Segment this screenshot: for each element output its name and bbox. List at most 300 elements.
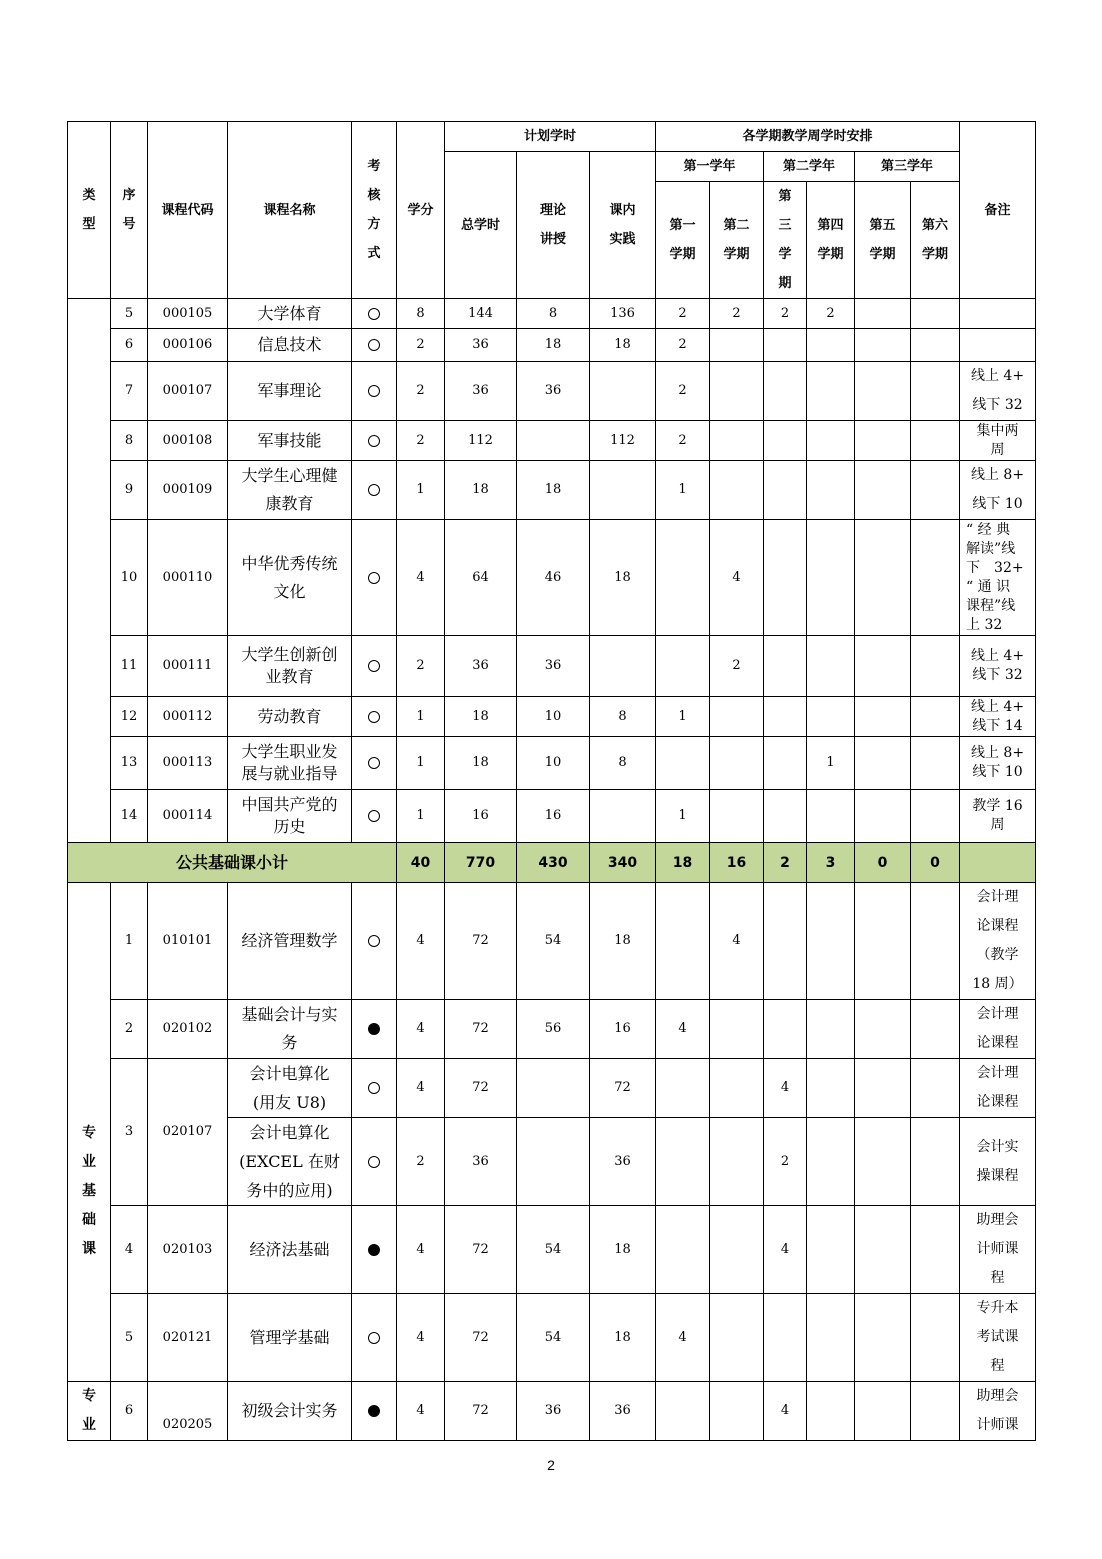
- total-hours-cell: 36: [445, 636, 517, 697]
- exam-method-cell: [352, 1118, 397, 1206]
- table-row: [68, 697, 1036, 737]
- table-row: [68, 1206, 1036, 1294]
- exam-method-cell: [352, 1000, 397, 1059]
- subtotal-total: 770: [445, 843, 517, 883]
- exam-method-cell: [352, 299, 397, 329]
- theory-hours-cell: 10: [517, 697, 590, 737]
- semester-3-cell: 4: [764, 1206, 807, 1294]
- credit-cell: 4: [397, 1000, 445, 1059]
- course-name-cell: 大学生创新创 业教育: [228, 636, 352, 697]
- practice-hours-cell: [590, 790, 656, 843]
- semester-1-cell: 2: [656, 362, 710, 421]
- semester-4-cell: [807, 1294, 855, 1382]
- semester-6-cell: [911, 636, 960, 697]
- semester-1-cell: [656, 1118, 710, 1206]
- semester-2-cell: 4: [710, 883, 764, 1000]
- semester-4-cell: [807, 362, 855, 421]
- header-seq: 序 号: [111, 122, 148, 299]
- course-code-cell: 020103: [148, 1206, 228, 1294]
- table-row: [68, 299, 1036, 329]
- semester-4-cell: [807, 697, 855, 737]
- open-circle-icon: [368, 757, 380, 769]
- subtotal-theory: 430: [517, 843, 590, 883]
- course-name-cell: 中国共产党的 历史: [228, 790, 352, 843]
- exam-method-cell: [352, 421, 397, 461]
- seq-cell: 4: [111, 1206, 148, 1294]
- theory-hours-cell: [517, 421, 590, 461]
- total-hours-cell: 72: [445, 1294, 517, 1382]
- exam-method-cell: [352, 1059, 397, 1118]
- credit-cell: 2: [397, 636, 445, 697]
- semester-5-cell: [855, 636, 911, 697]
- practice-hours-cell: 18: [590, 883, 656, 1000]
- semester-4-cell: [807, 1206, 855, 1294]
- seq-cell: 7: [111, 362, 148, 421]
- semester-3-cell: 2: [764, 299, 807, 329]
- semester-2-cell: [710, 790, 764, 843]
- subtotal-credit: 40: [397, 843, 445, 883]
- semester-2-cell: [710, 1382, 764, 1441]
- seq-cell: 13: [111, 737, 148, 790]
- theory-hours-cell: 54: [517, 1294, 590, 1382]
- table-row: [68, 329, 1036, 362]
- subtotal-s1: 18: [656, 843, 710, 883]
- semester-3-cell: [764, 362, 807, 421]
- header-year3: 第三学年: [855, 152, 960, 182]
- semester-5-cell: [855, 883, 911, 1000]
- semester-5-cell: [855, 1206, 911, 1294]
- theory-hours-cell: 54: [517, 1206, 590, 1294]
- course-code-cell: 020121: [148, 1294, 228, 1382]
- semester-1-cell: 2: [656, 299, 710, 329]
- semester-1-cell: 2: [656, 421, 710, 461]
- total-hours-cell: 18: [445, 697, 517, 737]
- total-hours-cell: 36: [445, 1118, 517, 1206]
- semester-4-cell: 2: [807, 299, 855, 329]
- course-name-cell: 经济管理数学: [228, 883, 352, 1000]
- semester-1-cell: 2: [656, 329, 710, 362]
- header-theory: 理论 讲授: [517, 152, 590, 299]
- practice-hours-cell: [590, 636, 656, 697]
- theory-hours-cell: 46: [517, 520, 590, 636]
- semester-6-cell: [911, 737, 960, 790]
- exam-method-cell: [352, 1294, 397, 1382]
- open-circle-icon: [368, 660, 380, 672]
- theory-hours-cell: 36: [517, 636, 590, 697]
- subtotal-s4: 3: [807, 843, 855, 883]
- header-total-hours: 总学时: [445, 152, 517, 299]
- credit-cell: 4: [397, 520, 445, 636]
- table-row: [68, 1000, 1036, 1059]
- exam-method-cell: [352, 883, 397, 1000]
- filled-circle-icon: [368, 1023, 380, 1035]
- practice-hours-cell: 16: [590, 1000, 656, 1059]
- course-name-cell: 会计电算化 (用友 U8): [228, 1059, 352, 1118]
- practice-hours-cell: 36: [590, 1382, 656, 1441]
- semester-5-cell: [855, 790, 911, 843]
- seq-cell: 12: [111, 697, 148, 737]
- theory-hours-cell: 54: [517, 883, 590, 1000]
- semester-4-cell: [807, 1118, 855, 1206]
- semester-4-cell: [807, 1059, 855, 1118]
- semester-6-cell: [911, 1294, 960, 1382]
- course-name-cell: 大学体育: [228, 299, 352, 329]
- open-circle-icon: [368, 1156, 380, 1168]
- semester-2-cell: [710, 421, 764, 461]
- course-code-cell: 010101: [148, 883, 228, 1000]
- open-circle-icon: [368, 1082, 380, 1094]
- semester-4-cell: [807, 1000, 855, 1059]
- exam-method-cell: [352, 790, 397, 843]
- open-circle-icon: [368, 308, 380, 320]
- semester-5-cell: [855, 1059, 911, 1118]
- header-semester-arrangement: 各学期教学周学时安排: [656, 122, 960, 152]
- course-code-cell: 000111: [148, 636, 228, 697]
- course-code-cell: 020102: [148, 1000, 228, 1059]
- semester-1-cell: 4: [656, 1294, 710, 1382]
- practice-hours-cell: 8: [590, 737, 656, 790]
- semester-4-cell: [807, 883, 855, 1000]
- semester-2-cell: [710, 697, 764, 737]
- header-exam: 考 核 方 式: [352, 122, 397, 299]
- semester-6-cell: [911, 520, 960, 636]
- course-code-cell: 000110: [148, 520, 228, 636]
- table-row: [68, 883, 1036, 1000]
- semester-2-cell: [710, 1118, 764, 1206]
- credit-cell: 2: [397, 329, 445, 362]
- header-credit: 学分: [397, 122, 445, 299]
- semester-3-cell: 4: [764, 1382, 807, 1441]
- seq-cell: 10: [111, 520, 148, 636]
- semester-4-cell: 1: [807, 737, 855, 790]
- semester-5-cell: [855, 697, 911, 737]
- seq-cell: 2: [111, 1000, 148, 1059]
- remark-cell: 会计实 操课程: [960, 1118, 1036, 1206]
- semester-6-cell: [911, 697, 960, 737]
- header-sem5: 第五 学期: [855, 182, 911, 299]
- exam-method-cell: [352, 362, 397, 421]
- remark-cell: “ 经 典 解读”线 下 32+ “ 通 识 课程”线 上 32: [960, 520, 1036, 636]
- semester-1-cell: [656, 1206, 710, 1294]
- course-code-cell: 000105: [148, 299, 228, 329]
- credit-cell: 2: [397, 421, 445, 461]
- practice-hours-cell: 136: [590, 299, 656, 329]
- semester-1-cell: [656, 636, 710, 697]
- exam-method-cell: [352, 461, 397, 520]
- semester-3-cell: [764, 421, 807, 461]
- course-code-cell: 000108: [148, 421, 228, 461]
- practice-hours-cell: 36: [590, 1118, 656, 1206]
- header-sem1: 第一 学期: [656, 182, 710, 299]
- semester-2-cell: 4: [710, 520, 764, 636]
- table-row: [68, 1382, 1036, 1441]
- subtotal-s3: 2: [764, 843, 807, 883]
- open-circle-icon: [368, 810, 380, 822]
- credit-cell: 4: [397, 1294, 445, 1382]
- header-sem4: 第四 学期: [807, 182, 855, 299]
- exam-method-cell: [352, 636, 397, 697]
- open-circle-icon: [368, 572, 380, 584]
- course-name-cell: 会计电算化 (EXCEL 在财 务中的应用): [228, 1118, 352, 1206]
- total-hours-cell: 64: [445, 520, 517, 636]
- open-circle-icon: [368, 711, 380, 723]
- seq-cell: 8: [111, 421, 148, 461]
- header-sem3: 第 三 学 期: [764, 182, 807, 299]
- semester-2-cell: [710, 1206, 764, 1294]
- header-type: 类 型: [68, 122, 111, 299]
- table-row: [68, 362, 1036, 421]
- header-remark: 备注: [960, 122, 1036, 299]
- semester-1-cell: 1: [656, 790, 710, 843]
- practice-hours-cell: 18: [590, 1206, 656, 1294]
- semester-1-cell: [656, 1382, 710, 1441]
- credit-cell: 2: [397, 362, 445, 421]
- subtotal-s5: 0: [855, 843, 911, 883]
- semester-3-cell: 4: [764, 1059, 807, 1118]
- theory-hours-cell: 18: [517, 461, 590, 520]
- semester-4-cell: [807, 329, 855, 362]
- semester-1-cell: [656, 737, 710, 790]
- seq-cell: 11: [111, 636, 148, 697]
- semester-2-cell: [710, 1294, 764, 1382]
- semester-5-cell: [855, 299, 911, 329]
- course-code-cell: 020107: [148, 1059, 228, 1206]
- practice-hours-cell: 18: [590, 329, 656, 362]
- course-name-cell: 信息技术: [228, 329, 352, 362]
- semester-2-cell: 2: [710, 299, 764, 329]
- open-circle-icon: [368, 385, 380, 397]
- practice-hours-cell: 8: [590, 697, 656, 737]
- semester-2-cell: [710, 1000, 764, 1059]
- semester-6-cell: [911, 461, 960, 520]
- course-code-cell: 000114: [148, 790, 228, 843]
- course-code-cell: 000106: [148, 329, 228, 362]
- semester-2-cell: [710, 1059, 764, 1118]
- credit-cell: 4: [397, 1059, 445, 1118]
- theory-hours-cell: 8: [517, 299, 590, 329]
- total-hours-cell: 36: [445, 362, 517, 421]
- semester-3-cell: [764, 636, 807, 697]
- exam-method-cell: [352, 1206, 397, 1294]
- theory-hours-cell: [517, 1059, 590, 1118]
- remark-cell: [960, 329, 1036, 362]
- semester-5-cell: [855, 461, 911, 520]
- semester-5-cell: [855, 421, 911, 461]
- header-practice: 课内 实践: [590, 152, 656, 299]
- semester-2-cell: [710, 737, 764, 790]
- semester-5-cell: [855, 1382, 911, 1441]
- total-hours-cell: 72: [445, 883, 517, 1000]
- semester-3-cell: [764, 461, 807, 520]
- remark-cell: 线上 4+ 线下 32: [960, 362, 1036, 421]
- semester-5-cell: [855, 329, 911, 362]
- semester-2-cell: 2: [710, 636, 764, 697]
- page-number: 2: [547, 1457, 555, 1473]
- total-hours-cell: 72: [445, 1206, 517, 1294]
- theory-hours-cell: 36: [517, 362, 590, 421]
- remark-cell: 线上 4+ 线下 14: [960, 697, 1036, 737]
- credit-cell: 8: [397, 299, 445, 329]
- semester-4-cell: [807, 636, 855, 697]
- course-name-cell: 管理学基础: [228, 1294, 352, 1382]
- course-name-cell: 大学生心理健 康教育: [228, 461, 352, 520]
- filled-circle-icon: [368, 1405, 380, 1417]
- credit-cell: 1: [397, 737, 445, 790]
- credit-cell: 4: [397, 1382, 445, 1441]
- semester-1-cell: [656, 1059, 710, 1118]
- remark-cell: 专升本 考试课 程: [960, 1294, 1036, 1382]
- semester-4-cell: [807, 1382, 855, 1441]
- table-row: [68, 1294, 1036, 1382]
- semester-6-cell: [911, 1118, 960, 1206]
- semester-6-cell: [911, 329, 960, 362]
- theory-hours-cell: 36: [517, 1382, 590, 1441]
- course-name-cell: 初级会计实务: [228, 1382, 352, 1441]
- exam-method-cell: [352, 697, 397, 737]
- course-code-cell: 000107: [148, 362, 228, 421]
- course-name-cell: 军事理论: [228, 362, 352, 421]
- remark-cell: 线上 8+ 线下 10: [960, 737, 1036, 790]
- remark-cell: 线上 4+ 线下 32: [960, 636, 1036, 697]
- semester-3-cell: [764, 790, 807, 843]
- subtotal-remark: [960, 843, 1036, 883]
- credit-cell: 1: [397, 697, 445, 737]
- course-plan-table: [67, 121, 1036, 1441]
- seq-cell: 3: [111, 1059, 148, 1206]
- course-name-cell: 经济法基础: [228, 1206, 352, 1294]
- remark-cell: 助理会 计师课: [960, 1382, 1036, 1441]
- exam-method-cell: [352, 329, 397, 362]
- semester-4-cell: [807, 461, 855, 520]
- exam-method-cell: [352, 520, 397, 636]
- semester-2-cell: [710, 362, 764, 421]
- table-row: [68, 520, 1036, 636]
- table-row: [68, 1059, 1036, 1118]
- semester-5-cell: [855, 520, 911, 636]
- header-sem6: 第六 学期: [911, 182, 960, 299]
- course-plan-sheet: [67, 121, 1035, 1441]
- seq-cell: 14: [111, 790, 148, 843]
- credit-cell: 1: [397, 790, 445, 843]
- semester-3-cell: [764, 737, 807, 790]
- semester-5-cell: [855, 362, 911, 421]
- semester-1-cell: 1: [656, 697, 710, 737]
- seq-cell: 5: [111, 299, 148, 329]
- theory-hours-cell: 10: [517, 737, 590, 790]
- semester-1-cell: 1: [656, 461, 710, 520]
- semester-3-cell: [764, 1294, 807, 1382]
- header-sem2: 第二 学期: [710, 182, 764, 299]
- total-hours-cell: 144: [445, 299, 517, 329]
- semester-3-cell: [764, 329, 807, 362]
- course-code-cell: 000109: [148, 461, 228, 520]
- subtotal-row: [68, 843, 1036, 883]
- semester-6-cell: [911, 362, 960, 421]
- semester-6-cell: [911, 883, 960, 1000]
- credit-cell: 1: [397, 461, 445, 520]
- table-row: [68, 737, 1036, 790]
- credit-cell: 4: [397, 883, 445, 1000]
- remark-cell: 教学 16 周: [960, 790, 1036, 843]
- open-circle-icon: [368, 484, 380, 496]
- course-code-cell: 000112: [148, 697, 228, 737]
- header-plan-hours: 计划学时: [445, 122, 656, 152]
- seq-cell: 1: [111, 883, 148, 1000]
- semester-5-cell: [855, 1118, 911, 1206]
- semester-4-cell: [807, 520, 855, 636]
- header-year2: 第二学年: [764, 152, 855, 182]
- category-cell-public: [68, 299, 111, 843]
- semester-1-cell: 4: [656, 1000, 710, 1059]
- semester-5-cell: [855, 1294, 911, 1382]
- exam-method-cell: [352, 737, 397, 790]
- semester-1-cell: [656, 883, 710, 1000]
- semester-3-cell: [764, 697, 807, 737]
- course-name-cell: 劳动教育: [228, 697, 352, 737]
- credit-cell: 4: [397, 1206, 445, 1294]
- theory-hours-cell: 16: [517, 790, 590, 843]
- remark-cell: 会计理 论课程 （教学 18 周）: [960, 883, 1036, 1000]
- semester-3-cell: [764, 883, 807, 1000]
- remark-cell: 集中两 周: [960, 421, 1036, 461]
- total-hours-cell: 36: [445, 329, 517, 362]
- semester-6-cell: [911, 1206, 960, 1294]
- seq-cell: 9: [111, 461, 148, 520]
- semester-4-cell: [807, 421, 855, 461]
- header-code: 课程代码: [148, 122, 228, 299]
- remark-cell: 会计理 论课程: [960, 1059, 1036, 1118]
- course-name-cell: 基础会计与实 务: [228, 1000, 352, 1059]
- semester-5-cell: [855, 737, 911, 790]
- subtotal-practice: 340: [590, 843, 656, 883]
- subtotal-s6: 0: [911, 843, 960, 883]
- course-name-cell: 中华优秀传统 文化: [228, 520, 352, 636]
- seq-cell: 6: [111, 1382, 148, 1441]
- semester-6-cell: [911, 1000, 960, 1059]
- total-hours-cell: 72: [445, 1059, 517, 1118]
- course-code-cell: 020205: [148, 1382, 228, 1441]
- category-cell-major-next: 专 业: [68, 1382, 111, 1441]
- subtotal-s2: 16: [710, 843, 764, 883]
- semester-6-cell: [911, 1382, 960, 1441]
- practice-hours-cell: [590, 461, 656, 520]
- total-hours-cell: 18: [445, 737, 517, 790]
- subtotal-label: 公共基础课小计: [68, 843, 397, 883]
- seq-cell: 5: [111, 1294, 148, 1382]
- practice-hours-cell: 72: [590, 1059, 656, 1118]
- header-year1: 第一学年: [656, 152, 764, 182]
- semester-6-cell: [911, 299, 960, 329]
- open-circle-icon: [368, 339, 380, 351]
- remark-cell: [960, 299, 1036, 329]
- practice-hours-cell: 112: [590, 421, 656, 461]
- semester-4-cell: [807, 790, 855, 843]
- semester-3-cell: [764, 1000, 807, 1059]
- practice-hours-cell: 18: [590, 1294, 656, 1382]
- remark-cell: 助理会 计师课 程: [960, 1206, 1036, 1294]
- header-name: 课程名称: [228, 122, 352, 299]
- table-row: [68, 461, 1036, 520]
- course-name-cell: 军事技能: [228, 421, 352, 461]
- semester-3-cell: [764, 520, 807, 636]
- course-name-cell: 大学生职业发 展与就业指导: [228, 737, 352, 790]
- total-hours-cell: 112: [445, 421, 517, 461]
- practice-hours-cell: [590, 362, 656, 421]
- course-code-cell: 000113: [148, 737, 228, 790]
- theory-hours-cell: 18: [517, 329, 590, 362]
- open-circle-icon: [368, 435, 380, 447]
- total-hours-cell: 72: [445, 1382, 517, 1441]
